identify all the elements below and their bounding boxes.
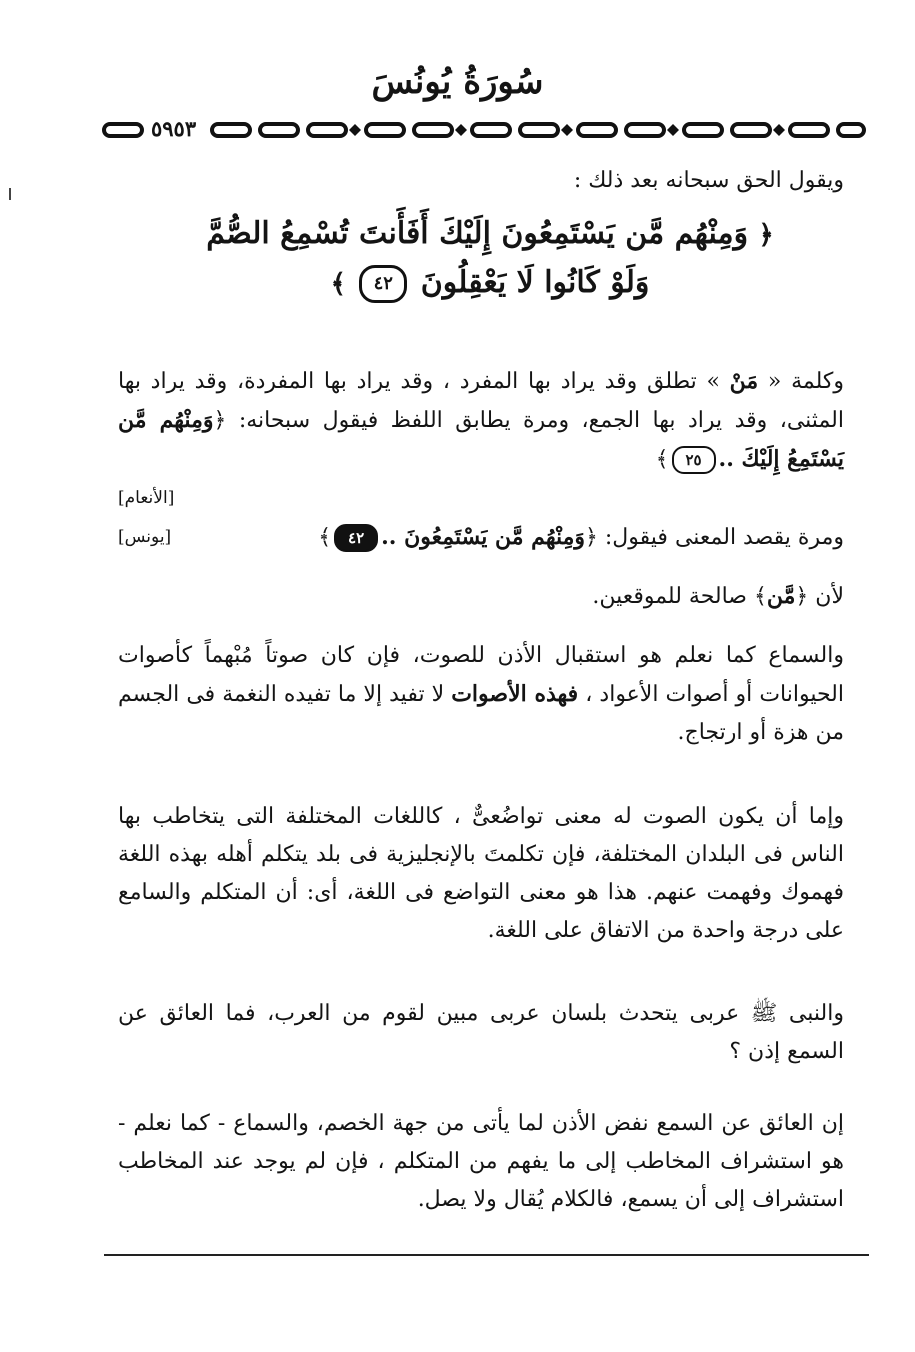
p2-verse-number: ٤٢ xyxy=(334,524,378,552)
paragraph-6: والنبى ﷺ عربى يتحدث بلسان عربى مبين لقوم من العرب، فما العائق عن السمع إذن ؟ xyxy=(118,1001,844,1064)
quran-verse xyxy=(200,210,780,308)
p2-row xyxy=(118,518,844,557)
verse-text-2: وَلَوْ كَانُوا لَا يَعْقِلُونَ xyxy=(420,265,650,300)
p1-text-a: وكلمة « xyxy=(758,369,844,394)
verse-close-ornament: ﴾ xyxy=(330,269,346,299)
paragraph-1 xyxy=(118,362,844,508)
intro-text: ويقول الحق سبحانه بعد ذلك : xyxy=(573,168,844,193)
verse-number-badge: ٤٢ xyxy=(359,265,407,303)
p4-text-b: لا تفيد إلا ما تفيده النغمة فى الجسم من هزة أو ارتجاج. xyxy=(118,682,844,745)
p2-close-bracket: ﴾ xyxy=(318,525,332,550)
paragraph-5: وإما أن يكون الصوت له معنى تواضُعىٌّ ، كاللغات المختلفة التى يتخاطب بها الناس فى البلدان المختلفة، فإن تكلمتَ بالإنجليزية فى بلد يتكلم أهله بهذه اللغة فهموك وفهمت عنهم. هذا هو معنى التواضع فى اللغة، أى: أن المتكلم والسامع على درجة واحدة من الاتفاق على اللغة. xyxy=(118,804,844,943)
p1-source: [الأنعام] xyxy=(118,488,175,508)
paragraph-4 xyxy=(118,637,844,752)
p1-text-b: » تطلق وقد يراد بها المفرد ، وقد يراد بها المفردة، وقد يراد بها المثنى، وقد يراد بها الجمع، ومرة يطابق اللفظ فيقول سبحانه: ﴿ xyxy=(118,369,844,433)
verse-line-2 xyxy=(200,259,780,308)
p1-quote: وَمِنْهُم مَّن يَسْتَمِعُ إِلَيْكَ .. xyxy=(118,407,844,472)
p2-text-a: ومرة يقصد المعنى فيقول: ﴿ xyxy=(585,525,844,550)
p3-word: مَّن xyxy=(766,583,796,609)
p1-word: مَنْ xyxy=(729,368,759,394)
p2-source: [يونس] xyxy=(118,527,172,547)
p1-close-bracket: ﴾ xyxy=(655,447,669,472)
p2-quote: وَمِنْهُم مَّن يَسْتَمِعُونَ .. xyxy=(381,524,586,550)
p4-bold: فهذه الأصوات xyxy=(451,681,579,707)
paragraph-2 xyxy=(118,518,844,557)
p4-text-a: والسماع كما نعلم هو استقبال الأذن للصوت، فإن كان صوتاً مُبْهماً كأصوات الحيوانات أو أصوات الأعواد ، xyxy=(118,643,845,707)
ornamental-divider xyxy=(100,118,868,142)
verse-open-ornament: ﴿ xyxy=(758,220,774,250)
p3-text-a: لأن ﴿ xyxy=(795,584,844,609)
verse-line-1 xyxy=(200,210,780,259)
footer-rule xyxy=(104,1254,869,1256)
paragraph-7: إن العائق عن السمع نفض الأذن لما يأتى من جهة الخصم، والسماع - كما نعلم - هو استشراف المخاطب إلى ما يفهم من المتكلم ، فإن لم يوجد عند المخاطب استشراف إلى أن يسمع، فالكلام يُقال ولا يصل. xyxy=(118,1111,844,1212)
surah-title: سُورَةُ يُونُسَ xyxy=(371,62,544,102)
verse-text-1: وَمِنْهُم مَّن يَسْتَمِعُونَ إِلَيْكَ أَفَأَنتَ تُسْمِعُ الصُّمَّ xyxy=(206,216,749,251)
paragraph-3 xyxy=(118,577,844,616)
page-number: ٥٩٥٣ xyxy=(148,116,199,142)
p3-text-b: ﴾ صالحة للموقعين. xyxy=(592,584,767,609)
margin-mark xyxy=(9,188,11,200)
p1-verse-number: ٢٥ xyxy=(672,446,716,474)
